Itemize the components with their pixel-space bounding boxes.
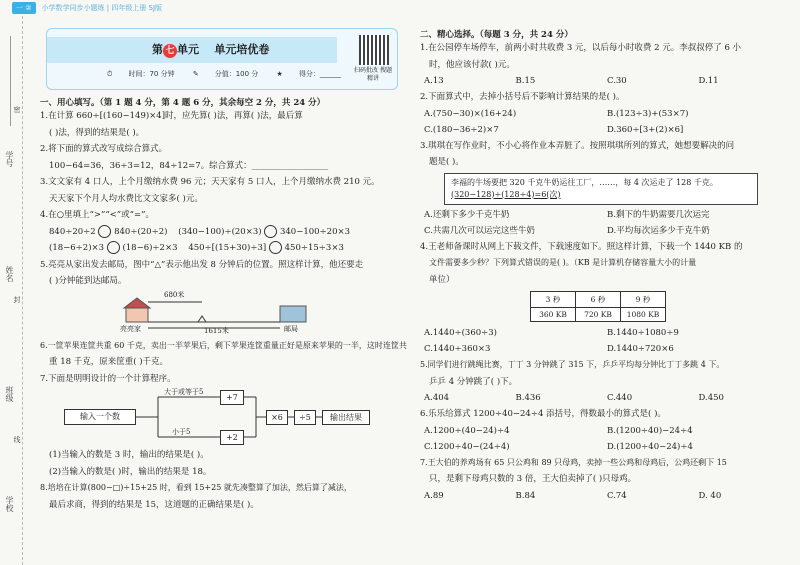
- question-3-cont: 天天家下个月人均水费比文文家多( )元。: [49, 193, 203, 204]
- table-cell: 1080 KB: [621, 308, 666, 322]
- choice-3: 3.琪琪在写作业时，不小心将作业本弄脏了。按照琪琪所列的算式，她想要解决的问: [420, 140, 735, 151]
- question-7-part-2: (2)当输入的数是( )时，输出的结果是 18。: [49, 466, 212, 477]
- left-column: [40, 28, 407, 513]
- choice-4-cont2: 单位）: [429, 274, 455, 285]
- question-5-cont: ( )分钟能到达邮局。: [49, 276, 127, 286]
- flow-output-box: 输出结果: [322, 410, 370, 425]
- question-7-part-1: (1)当输入的数是 3 时，输出的结果是( )。: [49, 450, 209, 460]
- choice-1-options: [420, 73, 790, 89]
- label-680: 680米: [164, 290, 185, 299]
- choice-6-options-ab: [420, 423, 790, 439]
- question-7: 7.下面是明明设计的一个计算程序。: [40, 373, 176, 384]
- choice-2-options-cd: [420, 122, 790, 138]
- compare-circle[interactable]: [269, 241, 282, 254]
- question-5: 5.亮亮从家出发去邮局，图中“△”表示他出发 8 分钟后的位置。照这样计算，他还要走: [40, 259, 364, 270]
- unit-number-badge: 七: [163, 44, 177, 58]
- option[interactable]: D.450: [698, 393, 724, 403]
- option[interactable]: A.1440÷(360÷3): [424, 328, 497, 338]
- label-student-id: 学号: [5, 151, 14, 167]
- label-post: 邮局: [284, 324, 298, 333]
- option[interactable]: B.(1200÷40)−24÷4: [607, 425, 693, 436]
- exam-meta: [107, 69, 357, 79]
- option[interactable]: C.共需几次可以运完这些牛奶: [424, 225, 535, 236]
- choice-1-cont: 时，他应该付款( )元。: [429, 59, 515, 70]
- question-4: 4.在○里填上“>”“<”或“=”。: [40, 210, 154, 220]
- table-cell: 720 KB: [576, 308, 621, 322]
- choice-6: 6.乐乐给算式 1200÷40−24÷4 添括号，得数最小的算式是( )。: [420, 409, 666, 419]
- flow-div5-box: ÷5: [294, 410, 316, 425]
- section-choice: 二、精心选择。（每题 3 分，共 24 分）: [420, 30, 573, 40]
- roof-icon: [124, 298, 150, 308]
- unit-header: [46, 28, 398, 90]
- flow-plus2-box: +2: [220, 430, 244, 445]
- choice-4-cont: 文件需要多少秒？下列算式错误的是( )。（KB 是计算机存储容量大小的计量: [429, 258, 697, 267]
- book-tag: 一 ②: [12, 2, 36, 14]
- option[interactable]: C.30: [607, 76, 627, 86]
- program-flowchart: [60, 387, 390, 447]
- label-1615: 1615米: [204, 326, 229, 335]
- question-4-row-2: (18−6÷2)×3 (18−6)÷2×3 450÷[(15+30)÷3] 450÷15÷3×3: [49, 243, 344, 253]
- triangle-marker: [198, 316, 206, 322]
- option[interactable]: B.剩下的牛奶需要几次运完: [607, 209, 710, 220]
- flow-plus7-box: +7: [220, 390, 244, 405]
- flow-lt5-label: 小于5: [172, 428, 191, 436]
- question-8: 8.培培在计算(800−□)÷15+25 时，看到 15+25 就先凑整算了加法，然后算了减法，: [40, 483, 352, 492]
- distance-diagram: [120, 292, 320, 336]
- label-class: 班级: [5, 386, 14, 402]
- cut-mark: 线: [13, 436, 21, 443]
- exam-score: 分值：100 分: [214, 70, 259, 78]
- table-cell: 6 秒: [576, 292, 621, 308]
- option[interactable]: D. 40: [698, 490, 722, 501]
- option[interactable]: A.还剩下多少千克牛奶: [424, 209, 510, 220]
- choice-4-options-ab: [420, 325, 790, 341]
- right-column: [420, 28, 790, 504]
- question-1: 1.在计算 660÷[(160−149)×4]时，应先算( )法，再算( )法，最后算: [40, 111, 303, 121]
- compare-circle[interactable]: [98, 225, 111, 238]
- option[interactable]: D.平均每次运多少千克牛奶: [607, 225, 710, 236]
- question-2-body: 100−64=36，36÷3=12，84÷12=7。综合算式：__________________: [49, 160, 329, 171]
- option[interactable]: D.11: [698, 76, 719, 86]
- choice-4-options-cd: [420, 341, 790, 357]
- question-1-cont: ( )法，得到的结果是( )。: [49, 127, 145, 138]
- binding-line: [10, 36, 11, 126]
- question-2: 2.将下面的算式改写成综合算式。: [40, 144, 168, 154]
- choice-3-options-cd: [420, 223, 790, 239]
- option[interactable]: B.436: [515, 393, 541, 403]
- option[interactable]: B.1440÷1080÷9: [607, 328, 679, 338]
- choice-5-cont: 乒乒 4 分钟跳了( )下。: [429, 376, 518, 387]
- choice-3-cont: 题是( )。: [429, 157, 464, 167]
- binding-margin: [0, 16, 23, 565]
- star-icon: ★: [276, 70, 283, 78]
- option[interactable]: D.(1200÷40−24)÷4: [607, 441, 693, 452]
- question-3: 3.文文家有 4 口人，上个月缴纳水费 96 元；天天家有 5 口人，上个月缴纳水费 210 元。: [40, 177, 380, 187]
- note-text: 李福的牛场要把 320 千克牛奶运往工厂，……，每 4 次运走了 128 千克。: [451, 177, 718, 187]
- compare-circle[interactable]: [264, 225, 277, 238]
- label-school: 学校: [5, 496, 14, 512]
- pen-icon: ✎: [192, 70, 199, 78]
- option[interactable]: B.15: [515, 76, 536, 86]
- table-row: [531, 292, 666, 308]
- choice-5-options: [420, 390, 790, 406]
- choice-5: 5.同学们进行跳绳比赛，丁丁 3 分钟跳了 315 下，乒乒平均每分钟比丁丁多跳 4 下。: [420, 360, 725, 369]
- option[interactable]: C.74: [607, 490, 627, 501]
- choice-7-options: [420, 488, 790, 504]
- choice-7-cont: 只，是剩下母鸡只数的 3 倍，王大伯卖掉了( )只母鸡。: [429, 474, 637, 484]
- choice-7: 7.王大伯的养鸡场有 65 只公鸡和 89 只母鸡，卖掉一些公鸡和母鸡后，公鸡还剩下 15: [420, 457, 727, 467]
- option[interactable]: A.13: [424, 76, 444, 86]
- table-cell: 360 KB: [531, 308, 576, 322]
- book-title: 小学数学同步小题练 | 四年级上册 SJ版: [41, 4, 163, 12]
- question-8-cont: 最后求商，得到的结果是 15，这道题的正确结果是( )。: [49, 499, 259, 510]
- option[interactable]: C.1200÷40−(24÷4): [424, 441, 510, 452]
- option[interactable]: A.1200÷(40−24)÷4: [424, 425, 510, 436]
- qr-caption: 扫码批改 搜题精讲: [354, 67, 392, 82]
- option[interactable]: A.404: [424, 393, 450, 403]
- choice-1: 1.在公园停车场停车，前两小时共收费 3 元，以后每小时收费 2 元。李叔叔停了 6 小: [420, 43, 742, 53]
- flow-times6-box: ×6: [266, 410, 288, 425]
- option[interactable]: A.(750−30)×(16+24): [424, 108, 517, 119]
- question-4-row-1: 840÷20÷2 840÷(20÷2) (340−100)÷(20×3) 340−100÷20×3: [49, 226, 351, 237]
- table-cell: 9 秒: [621, 292, 666, 308]
- choice-2: 2.下面算式中，去掉小括号后不影响计算结果的是( )。: [420, 92, 625, 102]
- label-name: 姓名: [5, 266, 14, 282]
- house-icon: [126, 308, 148, 322]
- cut-mark: 封: [13, 296, 21, 303]
- table-row: [531, 308, 666, 322]
- exam-got: 得分：______: [298, 70, 341, 78]
- clock-icon: ⏱: [107, 70, 113, 78]
- note-calc: (320−128)÷(128÷4)=6(次): [451, 189, 561, 199]
- qr-code-icon[interactable]: [359, 35, 389, 65]
- compare-circle[interactable]: [107, 241, 120, 254]
- unit-title: 第 七 单元 单元培优卷: [152, 43, 270, 56]
- question-6-cont: 重 18 千克，原来筐重( )千克。: [49, 357, 169, 367]
- label-home: 亮亮家: [120, 324, 141, 333]
- exam-time: 时间：70 分钟: [128, 70, 175, 78]
- choice-4: 4.王老师备课时从网上下载文件，下载速度如下。照这样计算，下载一个 1440 KB 的: [420, 241, 743, 252]
- option[interactable]: D.1440÷720×6: [607, 344, 674, 354]
- option[interactable]: C.(180−36÷2)×7: [424, 124, 499, 135]
- smudged-note: [444, 173, 758, 205]
- choice-6-options-cd: [420, 439, 790, 455]
- option[interactable]: A.89: [424, 490, 444, 501]
- cut-mark: 密: [13, 106, 21, 113]
- option[interactable]: C.1440÷360×3: [424, 344, 491, 354]
- section-fill-in: 一、用心填写。（第 1 题 4 分，第 4 题 6 分，其余每空 2 分，共 24 分）: [40, 98, 326, 108]
- choice-2-options-ab: [420, 106, 790, 122]
- choice-3-options-ab: [420, 207, 790, 223]
- option[interactable]: B.(123÷3)+(53×7): [607, 108, 689, 119]
- option[interactable]: B.84: [515, 490, 536, 501]
- option[interactable]: D.360÷[3+(2)×6]: [607, 124, 684, 135]
- post-office-icon: [280, 306, 306, 322]
- option[interactable]: C.440: [607, 393, 633, 403]
- flow-input-box: 输入一个数: [64, 409, 136, 425]
- question-6: 6.一筐苹果连筐共重 60 千克，卖出一半苹果后，剩下苹果连筐重量正好是原来苹果的一半，这时连筐共: [40, 340, 407, 350]
- table-cell: 3 秒: [531, 292, 576, 308]
- download-speed-table: [530, 291, 666, 322]
- top-bar: [0, 0, 800, 16]
- flow-ge5-label: 大于或等于5: [164, 388, 204, 396]
